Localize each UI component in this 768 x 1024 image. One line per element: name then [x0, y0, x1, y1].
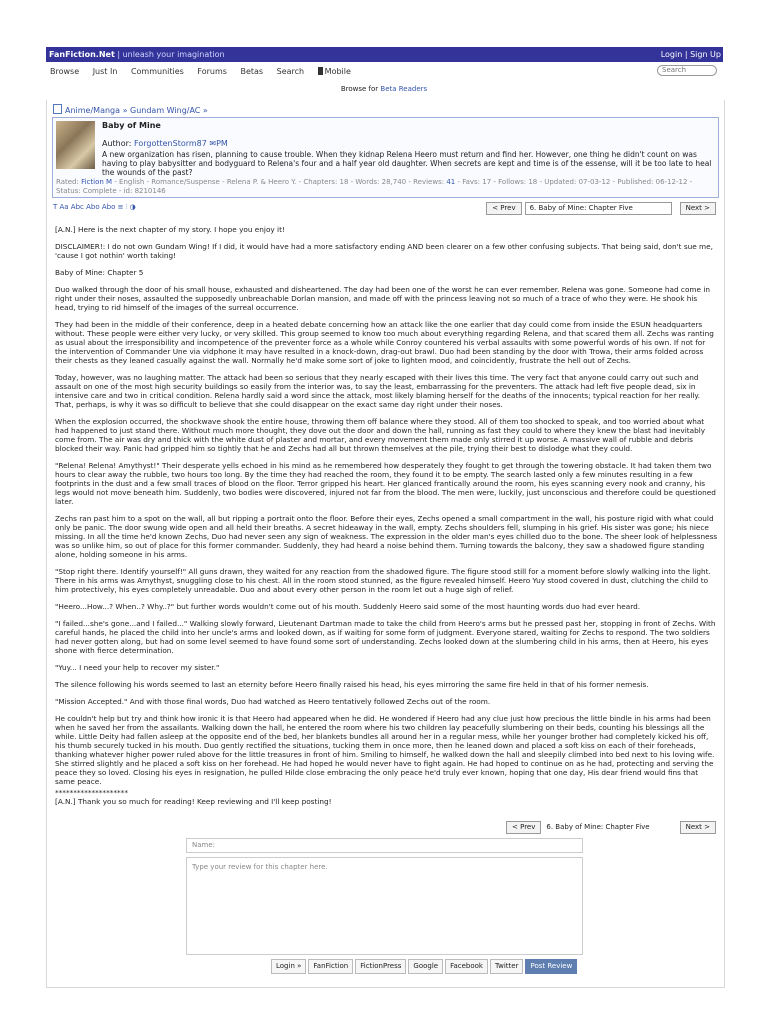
reading-controls[interactable]: T Aa Abc Abo Abo ≡ ⫶ ◑	[53, 203, 136, 211]
auth-divider: |	[682, 50, 691, 59]
chapter-nav-top	[486, 202, 716, 215]
paragraph: "Mission Accepted." And with those final words, Duo had watched as Heero tentatively followed Zechs out of the room.	[55, 697, 491, 706]
prev-chapter-button[interactable]: < Prev	[486, 202, 521, 215]
review-text-area[interactable]: Type your review for this chapter here.	[186, 857, 583, 955]
paragraph: DISCLAIMER!: I do not own Gundam Wing! If I did, it would have had a more satisfactory ending AND been clearer on a few other confusing subjects. That being said, don't sue me, 'cause I got nothin' worth taking!	[55, 242, 713, 260]
site-tagline: | unleash your imagination	[114, 50, 225, 59]
auth-links	[661, 47, 721, 62]
review-fanfiction-button[interactable]: FanFiction	[308, 959, 353, 974]
site-brand[interactable]: FanFiction.Net	[49, 50, 115, 59]
nav-communities[interactable]: Communities	[130, 67, 184, 76]
story-summary: A new organization has risen, planning to cause trouble. When they kidnap Relena Heero must return and find her. However, one thing he didn't count on was having to play babysitter and bodyguard to Relena's four and a half year old daughter. When secrets are kept and time is of the essense, will it be too late to heal the wounds of the past?	[102, 150, 712, 177]
story-cover-image	[56, 121, 95, 169]
phone-icon	[318, 67, 323, 75]
nav-mobile[interactable]: Mobile	[318, 67, 351, 76]
story-text	[55, 225, 718, 806]
paragraph: Baby of Mine: Chapter 5	[55, 268, 144, 277]
paragraph: Today, however, was no laughing matter. The attack had been so serious that they nearly escaped with their lives this time. The very fact that anyone could carry out such and assault on one of the most high security buildings so easily from the interior was, to say the least, embarrassing for the preventers. The attack had left five people dead, six in intensive care and two in critical condition. Relena hardly said a word since the attack, most likely blaming herself for the deaths of the innocents; typical reaction for her really. That, perhaps, is why it was so difficult to believe that she could disappear on the exact same day right under their noses.	[55, 373, 701, 409]
chapter-select[interactable]: 6. Baby of Mine: Chapter Five	[525, 202, 672, 215]
closing-note: [A.N.] Thank you so much for reading! Keep reviewing and I'll keep posting!	[55, 797, 332, 806]
paragraph: Duo walked through the door of his small house, exhausted and disheartened. The day had been one of the worst he can ever remember. Relena was gone. Someone had come in right under their noses, assaulted the supposedly unbreachable Dorlan mansion, and made off with the princess leaving not so much of a trace of who they were. He shook his head, trying to rid himself of the images of the surreal occurrence.	[55, 285, 710, 312]
pm-link[interactable]: PM	[216, 139, 228, 148]
breadcrumb-sep: »	[120, 106, 131, 115]
book-icon	[53, 104, 62, 114]
story-header	[52, 117, 719, 198]
content-panel	[46, 100, 725, 988]
prev-chapter-button-bottom[interactable]: < Prev	[506, 821, 541, 834]
rating-link[interactable]: Fiction M	[81, 178, 113, 186]
author-line: Author: ForgottenStorm87 ✉PM	[102, 139, 228, 148]
paragraph: "I failed...she's gone...and I failed..." Walking slowly forward, Lieutenant Dartman made to take the child from Heero's arms but he pressed past her, stopping in front of Zechs. With careful hands, he placed the child into her uncle's arms and looked down, as if waiting for some form of judgment. Everyone stared, waiting for Zechs to respond. The two soldiers had never gotten along, but had on some level seemed to have found some sort of understanding. Zechs looked down at the slumbering child in his arms, then at Heero, his eyes shone with fierce determination.	[55, 619, 716, 655]
breadcrumb-category[interactable]: Anime/Manga	[65, 106, 121, 115]
reviews-link[interactable]: 41	[446, 178, 456, 186]
beta-readers-link[interactable]: Beta Readers	[380, 85, 428, 93]
author-link[interactable]: ForgottenStorm87	[134, 139, 207, 148]
breadcrumb-end: »	[200, 106, 208, 115]
nav-betas[interactable]: Betas	[240, 67, 264, 76]
chapter-nav-bottom	[506, 821, 716, 834]
paragraph: "Heero...How...? When..? Why..?" but further words wouldn't come out of his mouth. Suddenly Heero said some of the most haunting words duo had ever heard.	[55, 602, 641, 611]
breadcrumb	[53, 104, 208, 115]
breadcrumb-fandom[interactable]: Gundam Wing/AC	[130, 106, 201, 115]
paragraph: Zechs ran past him to a spot on the wall, all but ripping a portrait onto the floor. Before their eyes, Zechs opened a small compartment in the wall, his posture rigid with what could only be panic. The door swung wide open and all held their breaths. A secret hideaway in the wall, empty. Zechs shoulders fell, slumping in his grief. His sister was gone; his niece missing. In all the time he'd known Zechs, Duo had never seen any sign of weakness. The expression in the older man's eyes chilled duo to the bone. The sheer look of helplessness was so unlike him, so out of place for this former commander. Suddenly, they had heard a noise behind them. Turning towards the balcony, they saw a shadowed figure standing alone, holding someone in his arms.	[55, 514, 718, 559]
next-chapter-button[interactable]: Next >	[680, 202, 716, 215]
top-bar	[46, 47, 723, 62]
current-chapter-label: 6. Baby of Mine: Chapter Five	[546, 823, 650, 831]
review-name-field[interactable]: Name:	[186, 838, 583, 853]
post-review-button[interactable]: Post Review	[525, 959, 577, 974]
story-meta: Rated: Fiction M - English - Romance/Suspense - Relena P. & Heero Y. - Chapters: 18 - Words: 28,740 - Reviews: 41 - Favs: 17 - Follows: 18 - Updated: 07-03-12 - Published: 06-12-12 - Status: Complete - id: 8210146	[56, 178, 693, 195]
separator-stars: ********************	[55, 788, 128, 797]
login-link[interactable]: Login	[660, 50, 683, 59]
main-nav	[46, 63, 723, 80]
review-login-button[interactable]: Login »	[271, 959, 306, 974]
paragraph: [A.N.] Here is the next chapter of my story. I hope you enjoy it!	[55, 225, 285, 234]
paragraph: He couldn't help but try and think how ironic it is that Heero had appeared when he did. He wondered if Heero had any clue just how precious the little bindle in his arms had been when he saved her from the assailants. Walking down the hall, he entered the room where his two children lay peacefully slumbering on their beds, counting his blessings all the while. Little Deity had fallen asleep at the opposite end of the bed, her blankets bundles all around her in a regular mess, while her younger brother had completely kicked his off, his thumb securely tucked in his mouth. Duo gently rectified the situations, tucking them in once more, then he leaned down and placed a soft kiss on each of their foreheads, thanking whatever higher power ruled above for the little treasures in front of him. Smiling to himself, he walked down the hall and sleepily climbed into bed next to his loving wife. She stirred slightly and he placed a soft kiss on her forehead. He had hoped he would never have to fight again. He had hoped to continue on as he had, protecting and serving the peace they so loved. Closing his eyes in resignation, he pulled Hilde close embracing the only peace he'd truly ever known, hoping that one day, His dear friend would fins that same peace.	[55, 714, 715, 786]
review-facebook-button[interactable]: Facebook	[445, 959, 488, 974]
review-google-button[interactable]: Google	[408, 959, 443, 974]
review-actions	[271, 959, 579, 974]
paragraph: They had been in the middle of their conference, deep in a heated debate concerning how an attack like the one earlier that day could come from inside the ESUN headquarters without. These people were either very lucky, or very skilled. This group seemed to know too much about everything regarding Relena, and that scared them all. Zechs was ranting as usual about the irresponsibility and incompetence of the preventer force as a whole while Conroy countered his verbal assaults with some powerful words of his own. If not for the intervention of Commander Une via vidphone it may have resulted in a knock-down, drag-out brawl. Duo had been standing by the door with Trowa, their arms folded across their chests as they leaned casually against the wall. Normally he'd make some sort of joke to lighten mood, and coincidently, frustrate the hell out of Zechs.	[55, 320, 714, 365]
beta-readers-line: Browse for Beta Readers	[340, 85, 428, 93]
nav-browse[interactable]: Browse	[50, 67, 80, 76]
paragraph: The silence following his words seemed to last an eternity before Heero finally raised his head, his eyes mirroring the same fire held in that of his former nemesis.	[55, 680, 649, 689]
nav-just-in[interactable]: Just In	[92, 67, 118, 76]
paragraph: When the explosion occurred, the shockwave shook the entire house, throwing them off balance where they stood. All of them too shocked to speak, and too worried about what had happened to just stand there. Without much more thought, they dove out the door and down the hall, running as fast they could to where they knew the blast had inevitably come from. The air was dry and thick with the white dust of plaster and mortar, and every movement them made only stirred it up worse. A massive wall of rubble and debris blocked their way. Panic had gripped him so tightly that he and Zechs had all but thrown themselves at the pile, trying their best to dislodge what they could.	[55, 417, 706, 453]
story-title: Baby of Mine	[102, 121, 161, 130]
review-form	[186, 838, 583, 968]
review-fictionpress-button[interactable]: FictionPress	[355, 959, 406, 974]
nav-search[interactable]: Search	[276, 67, 305, 76]
next-chapter-button-bottom[interactable]: Next >	[680, 821, 716, 834]
paragraph: "Stop right there. Identify yourself!" All guns drawn, they waited for any reaction from the shadowed figure. The figure stood still for a moment before slowly walking into the light. There in his arms was Amythyst, snuggling close to his chest. All in the room stood stunned, as the figure revealed himself. Heero Yuy stood covered in dust, clutching the child to him protectively, his eyes completely unreadable. Duo and about every other person in the room let out a huge sigh of relief.	[55, 567, 711, 594]
envelope-icon: ✉	[209, 139, 217, 148]
paragraph: "Yuy... I need your help to recover my sister."	[55, 663, 220, 672]
signup-link[interactable]: Sign Up	[690, 50, 721, 59]
paragraph: "Relena! Relena! Amythyst!" Their desperate yells echoed in his mind as he remembered how desperately they fought to get through the towering obstacle. It had taken them two hours to clear away the rubble, two hours too long. By the time they had reached the room, they found it to be empty. The search lasted only a few minutes resulting in a few footprints in the dust and a few small traces of blood on the floor. Terror gripped his heart. Her glanced frantically around the room, his eyes scanning every nook and cranny, his legs would not move beneath him. Suddenly, two bodies were discovered, injured not far from the blood. The men were, luckily, just unconscious and therefore could be questioned later.	[55, 461, 716, 506]
search-input[interactable]	[657, 65, 717, 76]
review-twitter-button[interactable]: Twitter	[490, 959, 523, 974]
nav-forums[interactable]: Forums	[197, 67, 227, 76]
